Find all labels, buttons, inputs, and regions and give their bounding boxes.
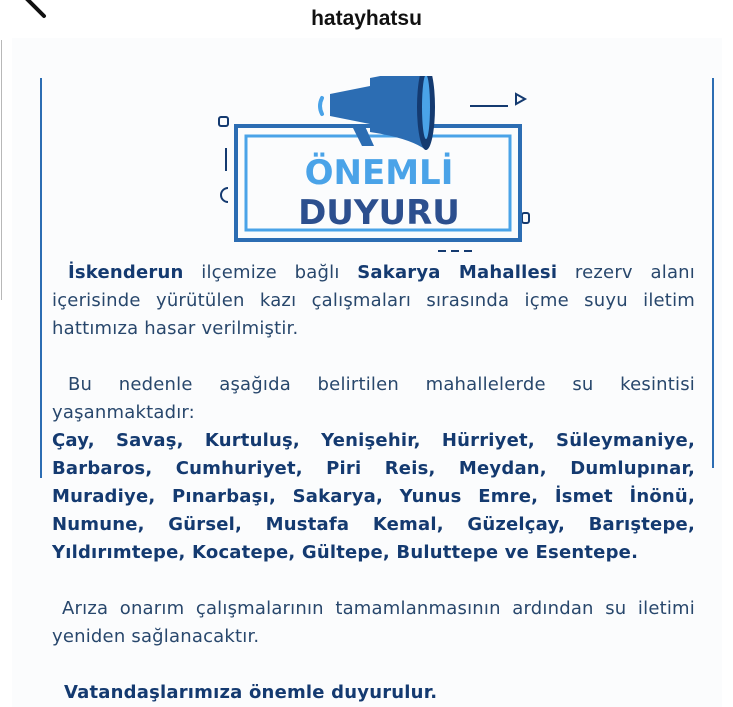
affected-neighborhoods-list: Çay, Savaş, Kurtuluş, Yenişehir, Hürriyet, Süleymaniye, Barbaros, Cumhuriyet, Piri Reis, Meydan, Dumlupınar, Muradiye, Pınarbaşı, Sakarya, Yunus Emre, İsmet İnönü, Numune, Gürsel, Mustafa Kemal, Güzelçay, Barıştepe, Yıldırımtepe, Kocatepe, Gültepe, Buluttepe ve Esentepe.	[52, 430, 695, 563]
paragraph-restoration: Arıza onarım çalışmalarının tamamlanmasının ardından su iletimi yeniden sağlanacaktır.	[52, 598, 695, 647]
frame-left-border	[40, 78, 42, 478]
paragraph-incident-text-a: ilçemize bağlı	[183, 262, 358, 283]
paragraph-incident-text-b: rezerv alanı içerisinde yürütülen kazı çalışmaları sırasında içme suyu iletim hattımıza hasar verilmiştir.	[52, 262, 695, 339]
district-name: İskenderun	[68, 262, 184, 283]
svg-text:DUYURU: DUYURU	[298, 193, 460, 233]
post-image	[12, 38, 722, 707]
megaphone-icon	[320, 76, 435, 150]
top-bar	[0, 0, 733, 38]
closing-notice: Vatandaşlarımıza önemle duyurulur.	[64, 682, 438, 703]
edge-divider	[1, 40, 2, 300]
frame-right-border	[712, 78, 714, 468]
onemli-duyuru-logo	[212, 76, 552, 256]
neighborhood-name: Sakarya Mahallesi	[357, 262, 558, 283]
svg-text:ÖNEMLİ: ÖNEMLİ	[304, 153, 454, 193]
paragraph-incident	[52, 259, 695, 343]
paragraph-outage-intro: Bu nedenle aşağıda belirtilen mahallelerde su kesintisi yaşanmaktadır:	[52, 374, 695, 423]
username[interactable]: hatayhatsu	[311, 7, 422, 30]
